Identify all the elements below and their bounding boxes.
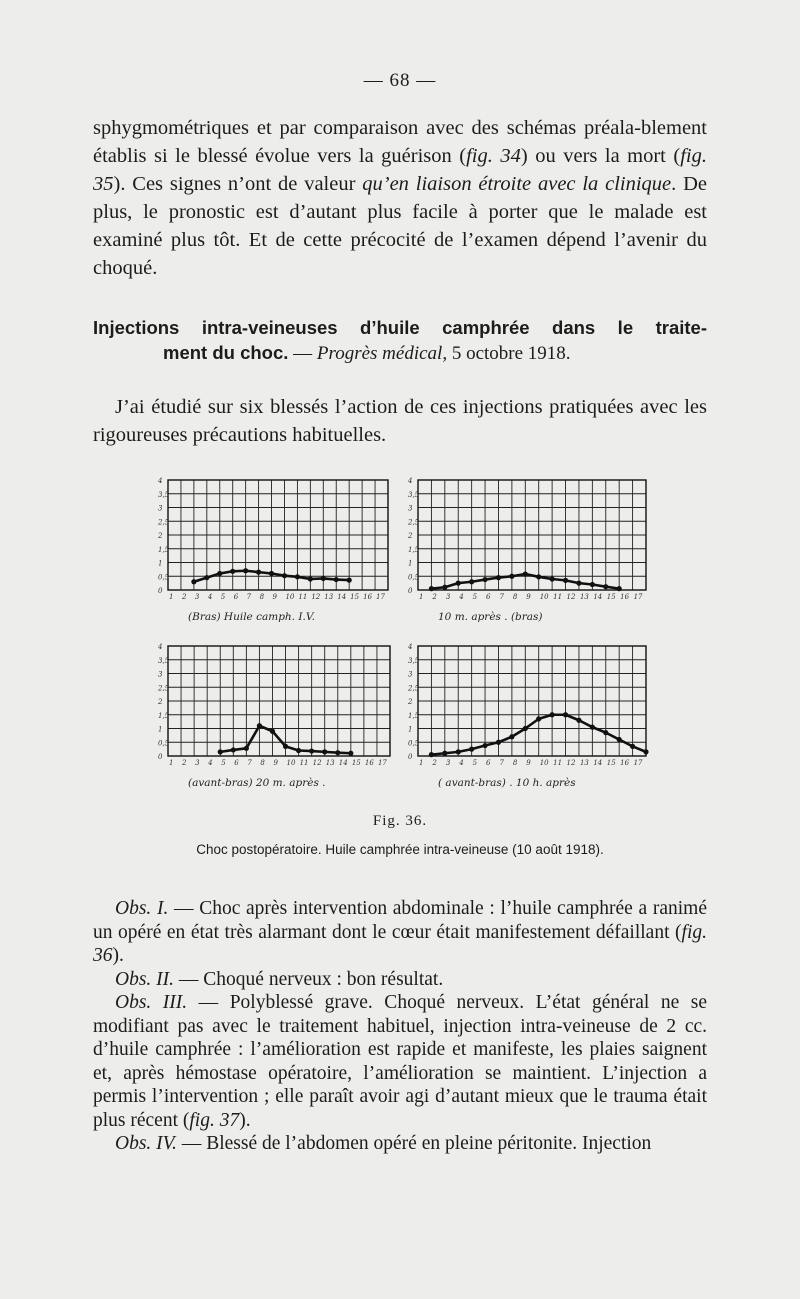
y-tick-label: 3: [408, 670, 413, 679]
x-tick-label: 8: [259, 593, 265, 601]
data-point: [257, 723, 262, 728]
x-tick-label: 4: [459, 593, 464, 601]
observation-label: Obs. I.: [115, 898, 169, 919]
data-point: [496, 575, 501, 580]
data-point: [469, 579, 474, 584]
data-point: [550, 712, 555, 717]
data-point: [442, 751, 447, 756]
chart-grid: [418, 646, 646, 756]
data-point: [617, 586, 622, 591]
italic-run: fig. 34: [466, 145, 521, 167]
x-tick-label: 16: [620, 759, 630, 767]
data-point: [456, 581, 461, 586]
y-tick-label: 2: [408, 532, 413, 540]
data-point: [218, 749, 223, 754]
x-tick-label: 2: [432, 593, 437, 601]
data-point: [630, 744, 635, 749]
x-tick-label: 17: [633, 593, 643, 601]
observation-fig-ref: fig. 36: [93, 921, 707, 966]
data-point: [482, 743, 487, 748]
y-tick-label: 0: [158, 587, 163, 595]
y-tick-label: 1: [408, 725, 413, 734]
y-tick-label: 2: [158, 698, 163, 706]
x-tick-label: 2: [181, 593, 187, 601]
x-tick-label: 6: [486, 759, 491, 767]
x-tick-label: 15: [351, 759, 361, 767]
data-point: [270, 729, 275, 734]
data-point: [617, 737, 622, 742]
y-tick-label: 4: [158, 477, 163, 485]
y-tick-label: 3,5: [408, 490, 420, 499]
italic-run: fig. 35: [93, 145, 707, 195]
x-tick-label: 11: [553, 593, 563, 601]
chart-annotation: ( avant-bras) . 10 h. après: [438, 777, 576, 789]
x-tick-label: 7: [499, 759, 504, 767]
data-point: [295, 574, 300, 579]
data-point: [496, 740, 501, 745]
y-tick-label: 2,5: [158, 684, 170, 693]
data-point: [321, 576, 326, 581]
figure-title: Fig. 36.: [372, 813, 428, 829]
heading-source: Progrès médical,: [316, 343, 448, 364]
text-run: ) ou vers la mort (: [520, 145, 681, 167]
data-point: [603, 730, 608, 735]
data-point: [603, 584, 608, 589]
data-point: [563, 578, 568, 583]
data-point: [429, 752, 434, 757]
x-tick-label: 14: [593, 759, 603, 767]
y-tick-label: 1,5: [158, 711, 170, 720]
data-point: [269, 571, 274, 576]
x-tick-label: 10: [285, 593, 295, 601]
data-point: [590, 582, 595, 587]
x-tick-label: 6: [486, 593, 491, 601]
data-point: [204, 575, 209, 580]
data-point: [230, 569, 235, 574]
data-point: [576, 718, 581, 723]
y-tick-label: 3: [158, 504, 163, 513]
observation-label: Obs. IV.: [115, 1133, 177, 1154]
data-point: [442, 585, 447, 590]
y-tick-label: 4: [408, 477, 413, 485]
y-tick-label: 4: [408, 643, 413, 651]
chart-panel-4: [407, 643, 649, 789]
x-tick-label: 12: [311, 593, 321, 601]
x-tick-label: 6: [233, 593, 239, 601]
text-run: . De plus, le pronostic est d’autant plus facile à porter que le malade est examiné plus tôt. Et de cette précocité de l’examen dépend l’avenir du choqué.: [93, 173, 707, 279]
x-tick-label: 10: [539, 593, 549, 601]
y-tick-label: 1,5: [158, 545, 170, 554]
observation: [93, 991, 707, 1132]
data-point: [482, 577, 487, 582]
x-tick-label: 11: [553, 759, 563, 767]
page-number: — 68 —: [363, 70, 437, 91]
x-tick-label: 11: [299, 759, 309, 767]
observation-label: Obs. II.: [115, 968, 175, 990]
x-tick-label: 4: [459, 759, 464, 767]
x-tick-label: 15: [606, 593, 616, 601]
data-point: [243, 568, 248, 573]
x-tick-label: 16: [363, 593, 373, 601]
y-tick-label: 3,5: [158, 656, 170, 665]
y-tick-label: 4: [158, 643, 163, 651]
paragraph-intro-text: [93, 114, 707, 282]
x-tick-label: 1: [419, 593, 424, 601]
y-tick-label: 2,5: [408, 684, 420, 693]
x-tick-label: 15: [606, 759, 616, 767]
text-run: ). Ces signes n’ont de valeur: [113, 173, 363, 195]
x-tick-label: 9: [273, 759, 278, 767]
x-tick-label: 7: [247, 759, 252, 767]
chart-grid: [418, 480, 646, 590]
paragraph-study-text: J’ai étudié sur six blessés l’action de ces injections pratiquées avec les rigoureuses précautions habituelles.: [93, 396, 707, 446]
data-point: [283, 744, 288, 749]
data-point: [536, 574, 541, 579]
observation-text: — Choqué nerveux : bon résultat.: [174, 968, 444, 990]
heading-line-1: Injections intra-veineuses d’huile camphrée dans le traite-: [93, 317, 707, 338]
x-tick-label: 17: [376, 593, 385, 601]
chart-annotation: 10 m. après . (bras): [438, 611, 543, 623]
data-point: [335, 750, 340, 755]
y-tick-label: 2: [408, 698, 413, 706]
x-tick-label: 5: [221, 759, 226, 767]
data-point: [563, 712, 568, 717]
paragraph-study: [93, 393, 707, 449]
x-tick-label: 5: [472, 759, 478, 767]
y-tick-label: 0: [408, 587, 413, 595]
y-tick-label: 0: [158, 753, 163, 761]
data-point: [429, 586, 434, 591]
x-tick-label: 16: [620, 593, 630, 601]
x-tick-label: 14: [337, 593, 347, 601]
section-heading: [93, 315, 707, 366]
observation-fig-ref: fig. 37: [189, 1109, 240, 1131]
data-point: [643, 749, 648, 754]
data-point: [256, 570, 261, 575]
observations: [93, 897, 707, 1156]
figure-36: [140, 468, 660, 813]
data-point: [322, 749, 327, 754]
y-tick-label: 2,5: [158, 518, 170, 527]
x-tick-label: 1: [169, 593, 174, 601]
y-tick-label: 1: [158, 559, 163, 568]
y-tick-label: 2: [158, 532, 163, 540]
observation: [93, 968, 707, 992]
italic-run: qu’en liaison étroite avec la clinique: [362, 173, 672, 195]
chart-panel-2: [407, 477, 646, 623]
x-tick-label: 1: [169, 759, 174, 767]
x-tick-label: 16: [364, 759, 374, 767]
chart-panel-3: [157, 643, 390, 789]
x-tick-label: 11: [298, 593, 308, 601]
y-tick-label: 0,5: [408, 739, 420, 748]
observation: [93, 897, 707, 968]
x-tick-label: 5: [220, 593, 226, 601]
data-point: [590, 725, 595, 730]
x-tick-label: 4: [207, 593, 213, 601]
chart-panel-1: [157, 477, 388, 623]
chart-annotation: (Bras) Huile camph. I.V.: [188, 611, 315, 623]
data-point: [347, 578, 352, 583]
x-tick-label: 12: [312, 759, 322, 767]
data-point: [217, 571, 222, 576]
data-point: [296, 748, 301, 753]
y-tick-label: 3,5: [158, 490, 170, 499]
x-tick-label: 7: [246, 593, 252, 601]
data-point: [231, 747, 236, 752]
x-tick-label: 9: [526, 593, 531, 601]
y-tick-label: 0: [408, 753, 413, 761]
x-tick-label: 7: [499, 593, 504, 601]
observation: [93, 1132, 707, 1156]
data-point: [509, 574, 514, 579]
heading-dash: —: [288, 343, 317, 364]
y-tick-label: 3: [408, 504, 413, 513]
data-point: [509, 734, 514, 739]
y-tick-label: 1,5: [408, 711, 420, 720]
x-tick-label: 13: [325, 759, 335, 767]
data-point: [523, 726, 528, 731]
data-point: [523, 571, 528, 576]
data-point: [550, 576, 555, 581]
paragraph-intro: [93, 114, 707, 282]
x-tick-label: 8: [512, 759, 518, 767]
x-tick-label: 17: [377, 759, 387, 767]
observation-end: ).: [239, 1109, 251, 1131]
heading-line-2: [93, 340, 707, 366]
y-tick-label: 0,5: [158, 739, 170, 748]
y-tick-label: 3: [158, 670, 163, 679]
x-tick-label: 13: [324, 593, 334, 601]
x-tick-label: 5: [472, 593, 478, 601]
x-tick-label: 8: [260, 759, 265, 767]
observation-end: ).: [112, 945, 124, 966]
x-tick-label: 14: [338, 759, 348, 767]
observation-label: Obs. III.: [115, 992, 188, 1013]
y-tick-label: 1: [158, 725, 163, 734]
y-tick-label: 0,5: [408, 573, 420, 582]
x-tick-label: 3: [195, 759, 200, 767]
x-tick-label: 8: [512, 593, 518, 601]
x-tick-label: 3: [445, 593, 451, 601]
data-point: [456, 749, 461, 754]
data-point: [536, 716, 541, 721]
x-tick-label: 10: [286, 759, 296, 767]
x-tick-label: 3: [445, 759, 451, 767]
x-tick-label: 4: [208, 759, 213, 767]
x-tick-label: 2: [182, 759, 187, 767]
x-tick-label: 13: [579, 593, 589, 601]
data-point: [244, 746, 249, 751]
chart-annotation: (avant-bras) 20 m. après .: [188, 777, 326, 789]
x-tick-label: 2: [432, 759, 437, 767]
x-tick-label: 14: [593, 593, 603, 601]
text-run: sphygmométriques et par comparaison avec des schémas préala-: [93, 117, 641, 139]
y-tick-label: 1,5: [408, 545, 420, 554]
data-point: [334, 577, 339, 582]
y-tick-label: 3,5: [408, 656, 420, 665]
data-point: [576, 581, 581, 586]
heading-date: 5 octobre 1918.: [447, 343, 571, 364]
data-point: [191, 579, 196, 584]
data-point: [308, 576, 313, 581]
y-tick-label: 2,5: [408, 518, 420, 527]
x-tick-label: 1: [419, 759, 424, 767]
x-tick-label: 13: [579, 759, 589, 767]
x-tick-label: 12: [566, 759, 576, 767]
observation-text: — Choc après intervention abdominale : l’huile camphrée a ranimé un opéré en état très alarmant dont le cœur était manifestement défaillant (: [93, 898, 707, 943]
figure-caption: Choc postopératoire. Huile camphrée intra-veineuse (10 août 1918).: [196, 842, 604, 857]
data-point: [469, 747, 474, 752]
x-tick-label: 10: [539, 759, 549, 767]
x-tick-label: 3: [194, 593, 200, 601]
data-point: [309, 748, 314, 753]
x-tick-label: 12: [566, 593, 576, 601]
observation-text: — Polyblessé grave. Choqué nerveux. L’état général ne se modifiant pas avec le traitement habituel, injection intra-veineuse de 2 cc. d’huile camphrée : l’amélioration est rapide et manifeste, les plaies saignent et, après hémostase opératoire, l’amélioration se maintient. L’injection a permis l’intervention ; elle paraît avoir agi d’autant mieux que le trauma était plus récent (: [93, 992, 707, 1131]
x-tick-label: 15: [350, 593, 360, 601]
x-tick-label: 9: [526, 759, 531, 767]
heading-line-2-text: ment du choc.: [163, 342, 289, 363]
data-point: [348, 751, 353, 756]
data-point: [282, 573, 287, 578]
observation-text: — Blessé de l’abdomen opéré en pleine péritonite. Injection: [176, 1133, 652, 1154]
text-run: blement établis si le blessé évolue vers la guérison (: [93, 117, 707, 167]
y-tick-label: 0,5: [158, 573, 170, 582]
x-tick-label: 6: [234, 759, 239, 767]
x-tick-label: 9: [272, 593, 277, 601]
x-tick-label: 17: [633, 759, 643, 767]
y-tick-label: 1: [408, 559, 413, 568]
